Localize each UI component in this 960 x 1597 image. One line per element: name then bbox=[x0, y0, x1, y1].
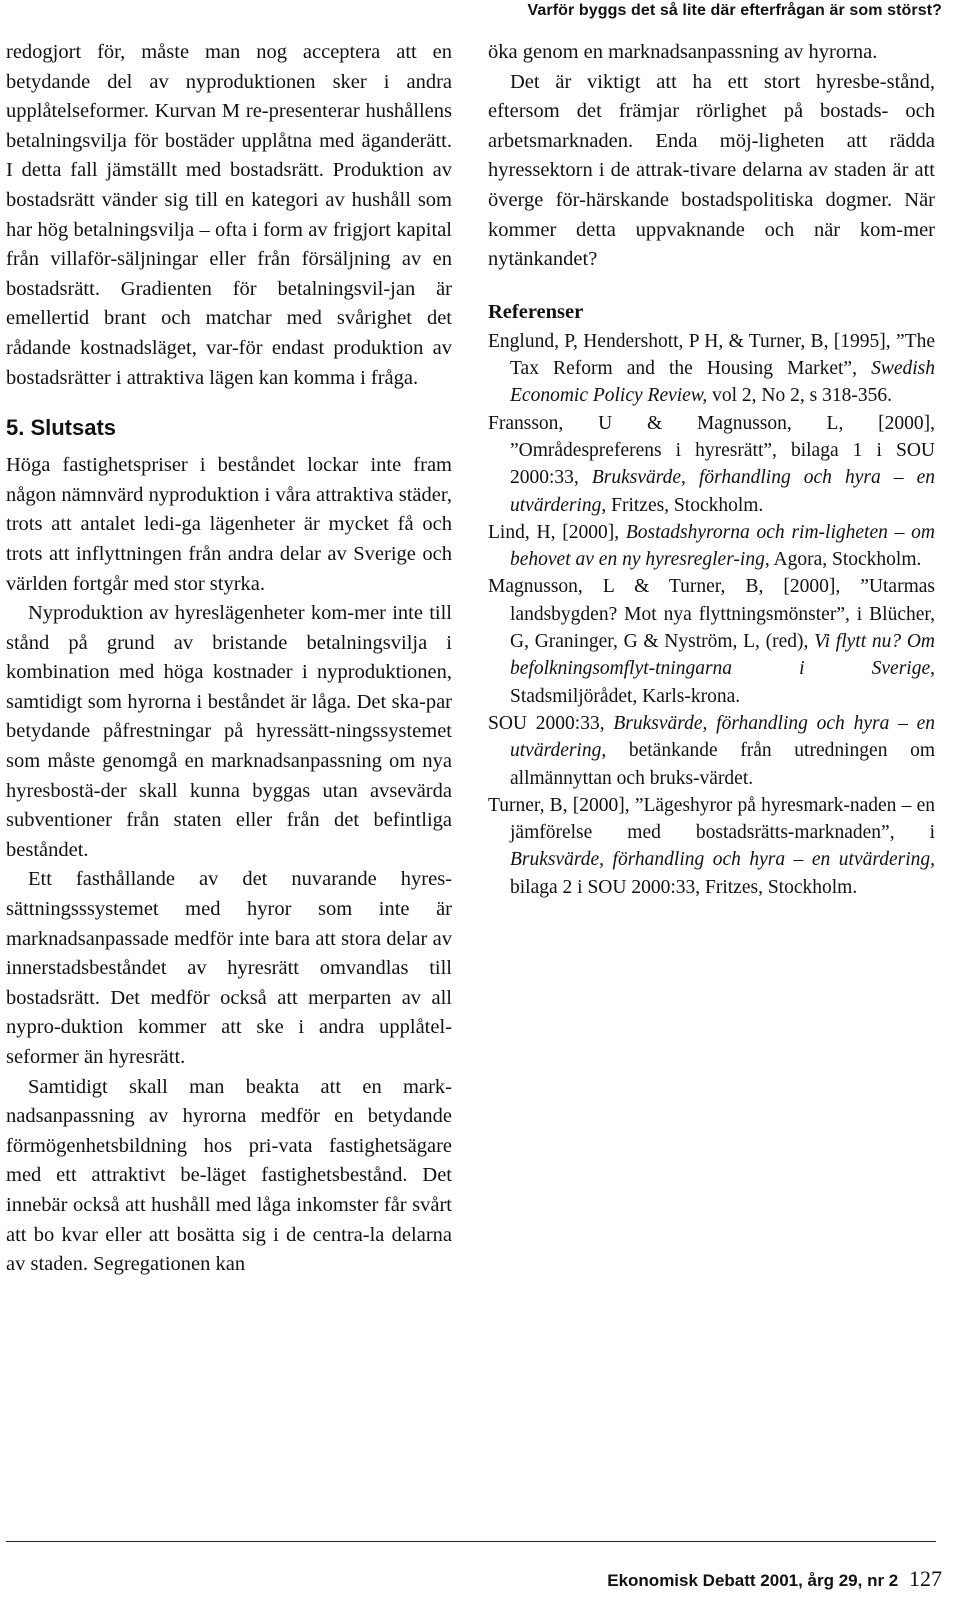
paragraph: Det är viktigt att ha ett stort hyresbe-stånd, eftersom det främjar rörlighet på bostads- och arbetsmarknaden. Enda möj-ligheten att rädda hyressektorn i de attrak-tivare delarna av staden är att överge för-härskande bostadspolitiska dogmer. När kommer detta uppvaknande och när kom-mer nytänkandet? bbox=[488, 70, 935, 271]
footer-divider bbox=[6, 1541, 936, 1542]
journal-citation: Ekonomisk Debatt 2001, årg 29, nr 2 bbox=[607, 1571, 899, 1590]
paragraph: Samtidigt skall man beakta att en mark-nadsanpassning av hyrorna medför en betydande förmögenhetsbildning hos pri-vata fastighetsägare med ett attraktivt be-läget fastighetsbestånd. Det innebär också att hushåll med låga inkomster får svårt att bo kvar eller att bosätta sig i de centra-la delarna av staden. Segregationen kan bbox=[6, 1075, 452, 1276]
page-number: 127 bbox=[909, 1566, 942, 1591]
running-head: Varför byggs det så lite där efterfrågan är som störst? bbox=[527, 2, 942, 19]
reference-item: Turner, B, [2000], ”Lägeshyror på hyresmark-naden – en jämförelse med bostadsrätts-marknaden”, i Bruksvärde, förhandling och hyra – en utvärdering, bilaga 2 i SOU 2000:33, Fritzes, Stockholm. bbox=[488, 794, 935, 898]
paragraph: redogjort för, måste man nog acceptera att en betydande del av nyproduktionen sker i andra upplåtelseformer. Kurvan M re-presenterar hushållens betalningsvilja för bostäder upplåtna med äganderätt. I detta fall jämställt med bostadsrätt. Produktion av bostadsrätt vänder sig till en kategori av hushåll som har hög betalningsvilja – ofta i form av frigjort kapital från villaför-säljningar eller från försäljning av en bostadsrätt. Gradienten för betalningsvil-jan är emellertid brant och matchar med svårighet det rådande kostnadsläget, var-för endast produktion av bostadsrätter i attraktiva lägen kan komma i fråga. bbox=[6, 41, 452, 389]
paragraph: Höga fastighetspriser i beståndet lockar inte fram någon nämnvärd nyproduktion i våra attraktiva städer, trots att antalet ledi-ga lägenheter är mycket få och trots att inflyttningen från andra delar av Sverige och världen fortgår med stor styrka. bbox=[6, 454, 452, 595]
left-column bbox=[6, 38, 452, 1280]
reference-item: SOU 2000:33, Bruksvärde, förhandling och hyra – en utvärdering, betänkande från utredningen om allmännyttan och bruks-värdet. bbox=[488, 712, 935, 789]
paragraph: Ett fasthållande av det nuvarande hyres-sättningsssystemet med hyror som inte är marknadsanpassade medför inte bara att stora delar av innerstadsbeståndet av hyresrätt omvandlas till bostadsrätt. Det medför också att merparten av all nypro-duktion kommer att ske i andra upplåtel-seformer än hyresrätt. bbox=[6, 868, 452, 1068]
reference-item: Englund, P, Hendershott, P H, & Turner, B, [1995], ”The Tax Reform and the Housing Market”, Swedish Economic Policy Review, vol 2, No 2, s 318-356. bbox=[488, 330, 935, 407]
paragraph: öka genom en marknadsanpassning av hyrorna. bbox=[488, 41, 878, 63]
right-column bbox=[488, 38, 935, 901]
references-heading: Referenser bbox=[488, 300, 584, 323]
reference-item: Fransson, U & Magnusson, L, [2000], ”Områdespreferens i hyresrätt”, bilaga 1 i SOU 2000:33, Bruksvärde, förhandling och hyra – en utvärdering, Fritzes, Stockholm. bbox=[488, 412, 935, 516]
reference-item: Magnusson, L & Turner, B, [2000], ”Utarmas landsbygden? Mot nya flyttningsmönster”, i Blücher, G, Graninger, G & Nyström, L, (red), Vi flytt nu? Om befolkningsomflyt-tningarna i Sverige, Stadsmiljörådet, Karls-krona. bbox=[488, 576, 935, 707]
page-footer bbox=[607, 1568, 942, 1592]
section-heading: 5. Slutsats bbox=[6, 415, 117, 441]
reference-item: Lind, H, [2000], Bostadshyrorna och rim-ligheten – om behovet av en ny hyresregler-ing, Agora, Stockholm. bbox=[488, 521, 935, 571]
paragraph: Nyproduktion av hyreslägenheter kom-mer inte till stånd på grund av bristande betalningsvilja i kombination med höga kostnader i nyproduktionen, samtidigt som hyrorna i beståndet är låga. Det ska-par betydande påfrestningar på hyressätt-ningssystemet som måste genomgå en marknadsanpassning om nya hyresbostä-der skall kunna byggas utan avsevärda subventioner från staten eller från det befintliga beståndet. bbox=[6, 602, 452, 861]
reference-list bbox=[488, 328, 935, 901]
